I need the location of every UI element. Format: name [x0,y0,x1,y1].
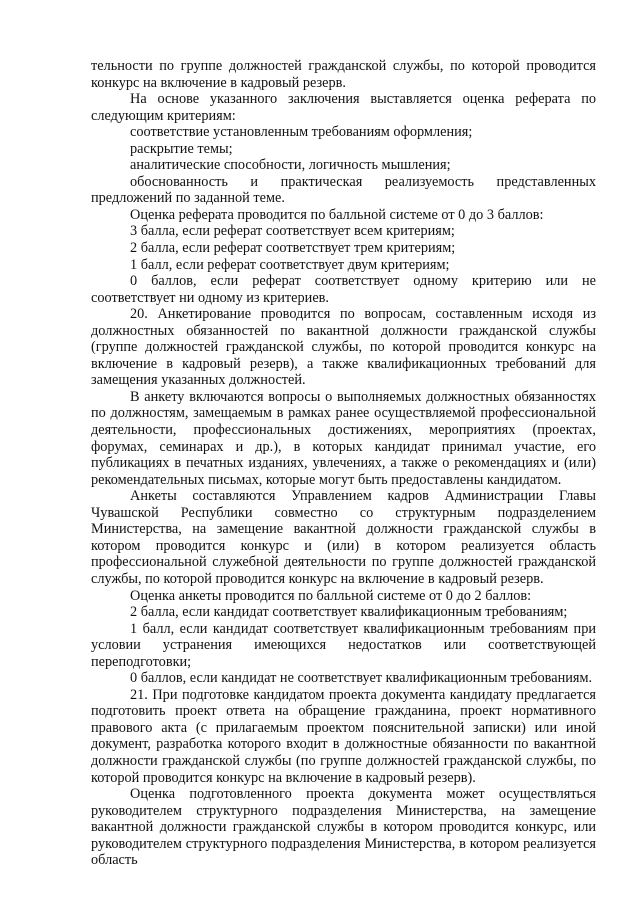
paragraph-draft-evaluation: Оценка подготовленного проекта документа может осуществляться руководителем структурного подразделения Министерства, на замещение вакантной должности гражданской службы в котором проводится конкурс, или руководителем структурного подразделения Министерства, в котором реализуется область [91,786,596,869]
essay-score-0: 0 баллов, если реферат соответствует одному критерию или не соответствует ни одному из критериев. [91,273,596,306]
questionnaire-score-1: 1 балл, если кандидат соответствует квалификационным требованиям при условии устранения имеющихся недостатков или соответствующей переподготовки; [91,620,596,670]
paragraph-continuation: тельности по группе должностей гражданской службы, по которой проводится конкурс на включение в кадровый резерв. [91,58,596,91]
essay-score-2: 2 балла, если реферат соответствует трем критериям; [130,240,456,257]
paragraph-essay-criteria-intro: На основе указанного заключения выставляется оценка реферата по следующим критериям: [91,91,596,124]
criterion-formatting: соответствие установленным требованиям оформления; [130,124,473,141]
questionnaire-score-0: 0 баллов, если кандидат не соответствует квалификационным требованиям. [130,670,593,687]
essay-score-1: 1 балл, если реферат соответствует двум критериям; [130,256,450,273]
criterion-feasibility: обоснованность и практическая реализуемость представленных предложений по заданной теме. [91,173,596,207]
criterion-topic: раскрытие темы; [130,140,233,157]
criterion-analytics: аналитические способности, логичность мышления; [130,157,451,174]
paragraph-questionnaire-authors: Анкеты составляются Управлением кадров Администрации Главы Чувашской Республики совместно со структурным подразделением Министерства, на замещение вакантной должности гражданской службы в котором проводится конкурс и (или) в котором реализуется область профессиональной служебной деятельности по группе должностей гражданской службы, по которой проводится конкурс на включение в кадровый резерв. [91,488,596,587]
paragraph-essay-scoring: Оценка реферата проводится по балльной системе от 0 до 3 баллов: [130,206,544,223]
essay-score-3: 3 балла, если реферат соответствует всем критериям; [130,223,455,240]
questionnaire-score-2: 2 балла, если кандидат соответствует квалификационным требованиям; [130,604,568,621]
document-body [91,58,596,869]
paragraph-item-20: 20. Анкетирование проводится по вопросам, составленным исходя из должностных обязанностей по вакантной должности гражданской службы (группе должностей гражданской службы, по которой проводится конкурс на включение в кадровый резерв), а также квалификационных требований для замещения указанных должностей. [91,306,596,389]
paragraph-questionnaire-scoring: Оценка анкеты проводится по балльной системе от 0 до 2 баллов: [130,587,532,604]
paragraph-questionnaire-content: В анкету включаются вопросы о выполняемых должностных обязанностях по должностям, замещаемым в рамках ранее осуществляемой профессиональной деятельности, профессиональных достижениях, мероприятиях (проектах, форумах, семинарах и др.), в которых кандидат принимал участие, его публикациях в печатных изданиях, увлечениях, а также о рекомендациях и (или) рекомендательных письмах, которые могут быть предоставлены кандидатом. [91,388,596,488]
paragraph-item-21: 21. При подготовке кандидатом проекта документа кандидату предлагается подготовить проект ответа на обращение гражданина, проект нормативного правового акта (с прилагаемым проектом пояснительной записки) или иной документ, разработка которого входит в должностные обязанности по вакантной должности гражданской службы (по группе должностей гражданской службы, по которой проводится конкурс на включение в кадровый резерв). [91,686,596,786]
